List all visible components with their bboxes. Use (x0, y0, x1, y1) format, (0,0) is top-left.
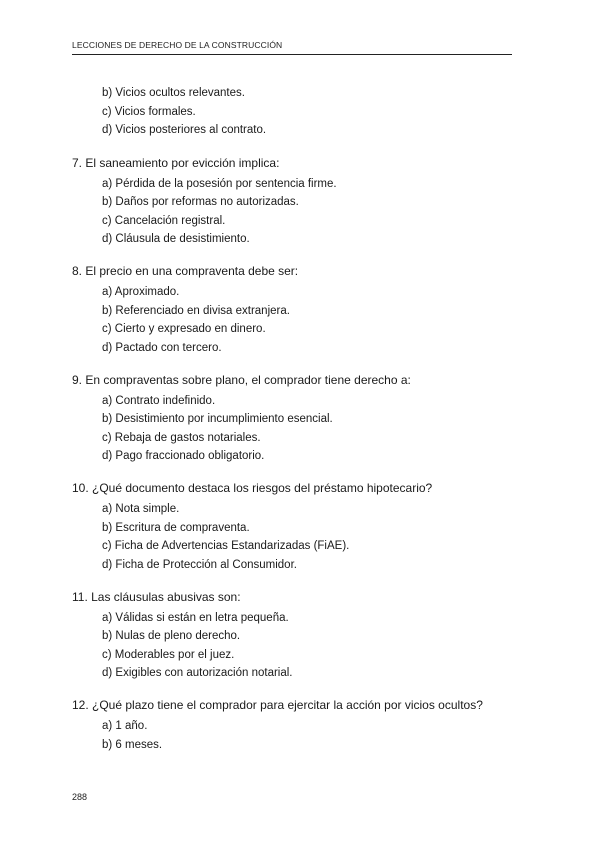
question-list (72, 84, 532, 768)
options-list (72, 84, 532, 140)
option-d: d) Pactado con tercero. (102, 341, 222, 354)
option-b: b) Nulas de pleno derecho. (102, 630, 241, 643)
question-stem: 8. El precio en una compraventa debe ser: (72, 264, 299, 279)
option-a: a) 1 año. (102, 720, 148, 733)
question-11 (72, 588, 532, 683)
question-12 (72, 696, 532, 754)
option-a: a) Válidas si están en letra pequeña. (102, 611, 289, 624)
option-c: c) Ficha de Advertencias Estandarizadas (FiAE). (102, 540, 350, 553)
page-number: 288 (72, 792, 88, 802)
options-list (72, 500, 532, 574)
option-b: b) Referenciado en divisa extranjera. (102, 304, 290, 317)
option-d: d) Ficha de Protección al Consumidor. (102, 558, 297, 571)
option-c: c) Moderables por el juez. (102, 648, 235, 661)
option-a: a) Nota simple. (102, 503, 180, 516)
option-b: b) Daños por reformas no autorizadas. (102, 196, 299, 209)
options-list (72, 717, 532, 754)
option-d: d) Vicios posteriores al contrato. (102, 124, 267, 137)
question-9 (72, 371, 532, 466)
option-b: b) Desistimiento por incumplimiento esencial. (102, 413, 333, 426)
question-6-continuation (72, 84, 532, 140)
option-b: b) 6 meses. (102, 738, 163, 751)
option-c: c) Rebaja de gastos notariales. (102, 431, 261, 444)
question-stem: 12. ¿Qué plazo tiene el comprador para ejercitar la acción por vicios ocultos? (72, 698, 483, 713)
question-stem: 11. Las cláusulas abusivas son: (72, 589, 241, 604)
options-list (72, 392, 532, 466)
option-d: d) Exigibles con autorización notarial. (102, 667, 293, 680)
option-c: c) Vicios formales. (102, 105, 196, 118)
option-c: c) Cancelación registral. (102, 214, 226, 227)
options-list (72, 609, 532, 683)
option-b: b) Vicios ocultos relevantes. (102, 87, 245, 99)
option-a: a) Pérdida de la posesión por sentencia firme. (102, 177, 337, 190)
question-stem: 7. El saneamiento por evicción implica: (72, 155, 280, 170)
option-a: a) Contrato indefinido. (102, 394, 216, 407)
question-stem: 10. ¿Qué documento destaca los riesgos del préstamo hipotecario? (72, 481, 433, 496)
question-10 (72, 479, 532, 574)
options-list (72, 283, 532, 357)
option-b: b) Escritura de compraventa. (102, 521, 250, 534)
option-a: a) Aproximado. (102, 286, 180, 299)
option-d: d) Pago fraccionado obligatorio. (102, 450, 265, 463)
question-8 (72, 262, 532, 357)
options-list (72, 175, 532, 249)
running-header: LECCIONES DE DERECHO DE LA CONSTRUCCIÓN (72, 40, 512, 55)
option-c: c) Cierto y expresado en dinero. (102, 323, 266, 336)
question-7 (72, 154, 532, 249)
option-d: d) Cláusula de desistimiento. (102, 233, 250, 246)
question-stem: 9. En compraventas sobre plano, el comprador tiene derecho a: (72, 372, 411, 387)
